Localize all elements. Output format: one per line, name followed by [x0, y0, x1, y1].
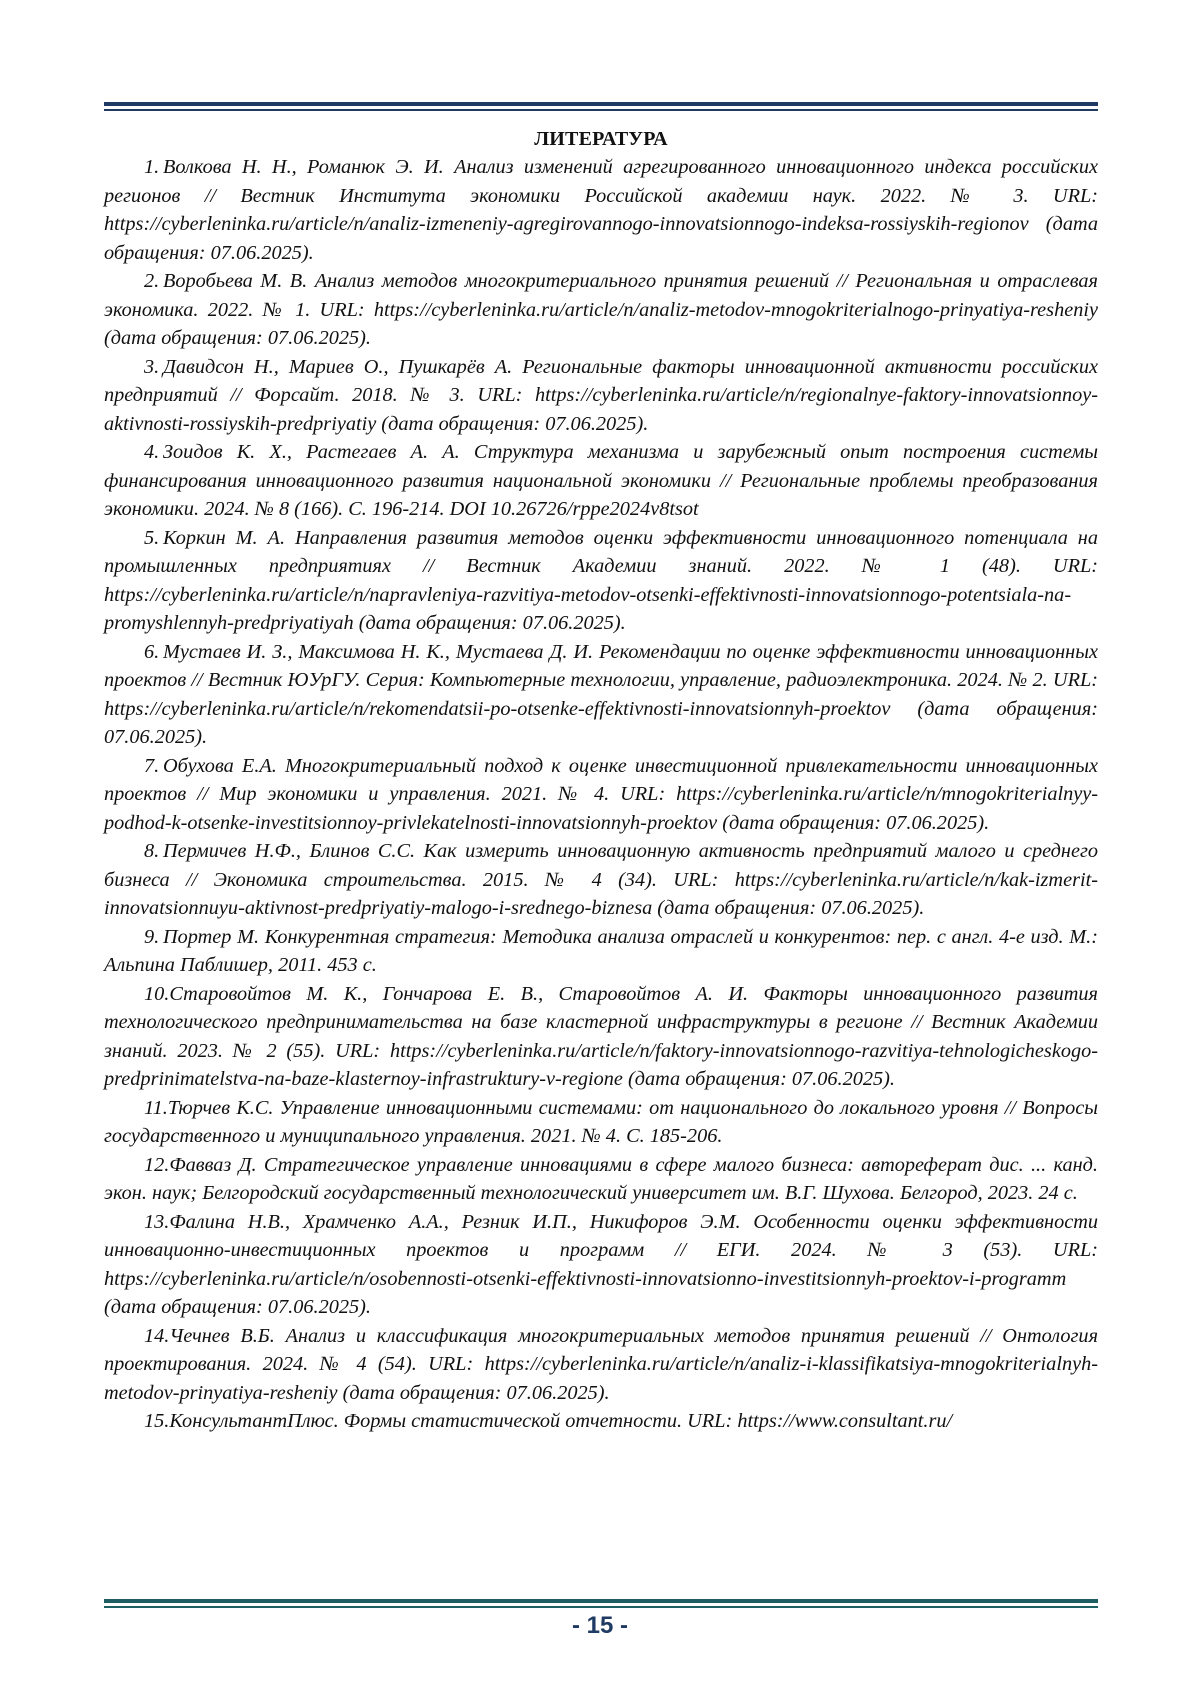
- reference-item: [104, 524, 1098, 638]
- reference-text: Тюрчев К.С. Управление инновационными системами: от национального до локального уровня // Вопросы государственного и муниципального управления. 2021. № 4. С. 185-206.: [104, 1096, 1098, 1147]
- footer-rule-thick: [104, 1599, 1098, 1603]
- reference-list: [104, 153, 1098, 1436]
- reference-text: Пермичев Н.Ф., Блинов С.С. Как измерить инновационную активность предприятий малого и среднего бизнеса // Экономика строительства. 2015. № 4 (34). URL: https://cyberleninka.ru/article/n/kak-izmerit-innovatsionnuyu-aktivnost-predpriyatiy-malogo-i-srednego-biznesa (дата обращения: 07.06.2025).: [104, 840, 1098, 919]
- reference-text: Зоидов К. Х., Растегаев А. А. Структура механизма и зарубежный опыт построения системы финансирования инновационного развития национальной экономики // Региональные проблемы преобразования экономики. 2024. № 8 (166). С. 196-214. DOI 10.26726/rppe2024v8tsot: [104, 441, 1098, 520]
- reference-item: [104, 1094, 1098, 1151]
- reference-text: Обухова Е.А. Многокритериальный подход к оценке инвестиционной привлекательности инновационных проектов // Мир экономики и управления. 2021. № 4. URL: https://cyberleninka.ru/article/n/mnogokriterialnyy-podhod-k-otsenke-investitsionnoy-privlekatelnosti-innovatsionnyh-proektov (дата обращения: 07.06.2025).: [104, 754, 1098, 834]
- section-title: ЛИТЕРАТУРА: [534, 128, 668, 150]
- reference-text: Старовойтов М. К., Гончарова Е. В., Старовойтов А. И. Факторы инновационного развития технологического предпринимательства на базе кластерной инфраструктуры в регионе // Вестник Академии знаний. 2023. № 2 (55). URL: https://cyberleninka.ru/article/n/faktory-innovatsionnogo-razvitiya-tehnologicheskogo-predprinimatelstva-na-baze-klasternoy-infrastruktury-v-regione (дата обращения: 07.06.2025).: [104, 982, 1098, 1090]
- reference-number: 5.: [144, 526, 160, 549]
- reference-text: Чечнев В.Б. Анализ и классификация многокритериальных методов принятия решений // Онтология проектирования. 2024. № 4 (54). URL: https://cyberleninka.ru/article/n/analiz-i-klassifikatsiya-mnogokriterialnyh-metodov-prinyatiya-resheniy (дата обращения: 07.06.2025).: [104, 1324, 1098, 1404]
- reference-text: Портер М. Конкурентная стратегия: Методика анализа отраслей и конкурентов: пер. с англ. 4-е изд. М.: Альпина Паблишер, 2011. 453 с.: [104, 925, 1098, 976]
- reference-text: Коркин М. А. Направления развития методов оценки эффективности инновационного потенциала на промышленных предприятиях // Вестник Академии знаний. 2022. № 1 (48). URL: https://cyberleninka.ru/article/n/napravleniya-razvitiya-metodov-otsenki-effektivnosti-innovatsionnogo-potentsiala-na-promyshlennyh-predpriyatiyah (дата обращения: 07.06.2025).: [104, 526, 1098, 634]
- reference-item: [104, 1407, 1098, 1436]
- reference-text: КонсультантПлюс. Формы статистической отчетности. URL: https://www.consultant.ru/: [169, 1410, 953, 1432]
- header-rule-thin: [104, 109, 1098, 111]
- reference-item: [104, 837, 1098, 923]
- reference-item: [104, 638, 1098, 752]
- reference-number: 4.: [144, 441, 160, 463]
- reference-text: Фалина Н.В., Храмченко А.А., Резник И.П., Никифоров Э.М. Особенности оценки эффективности инновационно-инвестиционных проектов и программ // ЕГИ. 2024. № 3 (53). URL: https://cyberleninka.ru/article/n/osobennosti-otsenki-effektivnosti-innovatsionno-investitsionnyh-proektov-i-programm (дата обращения: 07.06.2025).: [104, 1210, 1098, 1318]
- references-section: [104, 125, 1098, 1436]
- reference-item: [104, 752, 1098, 838]
- reference-number: 14.: [144, 1324, 170, 1347]
- reference-text: Фавваз Д. Стратегическое управление инновациями в сфере малого бизнеса: автореферат дис. ... канд. экон. наук; Белгородский государственный технологический университет им. В.Г. Шухова. Белгород, 2023. 24 с.: [104, 1153, 1098, 1204]
- reference-number: 1.: [144, 156, 160, 178]
- reference-item: [104, 438, 1098, 524]
- reference-item: [104, 980, 1098, 1094]
- footer-rule-thin: [104, 1606, 1098, 1608]
- reference-item: [104, 153, 1098, 267]
- reference-item: [104, 1208, 1098, 1322]
- reference-item: [104, 1322, 1098, 1408]
- reference-number: 12.: [144, 1153, 170, 1176]
- reference-number: 8.: [144, 840, 160, 862]
- reference-number: 3.: [144, 355, 160, 378]
- reference-number: 9.: [144, 925, 160, 948]
- reference-number: 15.: [144, 1410, 170, 1432]
- reference-item: [104, 1151, 1098, 1208]
- page-number: - 15 -: [571, 1612, 628, 1639]
- reference-text: Давидсон Н., Мариев О., Пушкарёв А. Региональные факторы инновационной активности российских предприятий // Форсайт. 2018. № 3. URL: https://cyberleninka.ru/article/n/regionalnye-faktory-innovatsionnoy-aktivnosti-rossiyskih-predpriyatiy (дата обращения: 07.06.2025).: [104, 355, 1098, 435]
- header-rule-thick: [104, 102, 1098, 106]
- reference-item: [104, 923, 1098, 980]
- reference-text: Волкова Н. Н., Романюк Э. И. Анализ изменений агрегированного инновационного индекса российских регионов // Вестник Института экономики Российской академии наук. 2022. № 3. URL: https://cyberleninka.ru/article/n/analiz-izmeneniy-agregirovannogo-innovatsionnogo-indeksa-rossiyskih-regionov (дата обращения: 07.06.2025).: [104, 156, 1098, 264]
- reference-number: 7.: [144, 754, 160, 777]
- reference-item: [104, 353, 1098, 439]
- reference-text: Воробьева М. В. Анализ методов многокритериального принятия решений // Региональная и отраслевая экономика. 2022. № 1. URL: https://cyberleninka.ru/article/n/analiz-metodov-mnogokriterialnogo-prinyatiya-resheniy (дата обращения: 07.06.2025).: [104, 270, 1098, 349]
- reference-number: 13.: [144, 1210, 170, 1233]
- reference-number: 2.: [144, 270, 160, 292]
- reference-number: 11.: [144, 1096, 168, 1119]
- reference-number: 10.: [144, 982, 170, 1005]
- reference-text: Мустаев И. З., Максимова Н. К., Мустаева Д. И. Рекомендации по оценке эффективности инновационных проектов // Вестник ЮУрГУ. Серия: Компьютерные технологии, управление, радиоэлектроника. 2024. № 2. URL: https://cyberleninka.ru/article/n/rekomendatsii-po-otsenke-effektivnosti-innovatsionnyh-proektov (дата обращения: 07.06.2025).: [104, 640, 1098, 748]
- reference-number: 6.: [144, 640, 160, 663]
- reference-item: [104, 267, 1098, 353]
